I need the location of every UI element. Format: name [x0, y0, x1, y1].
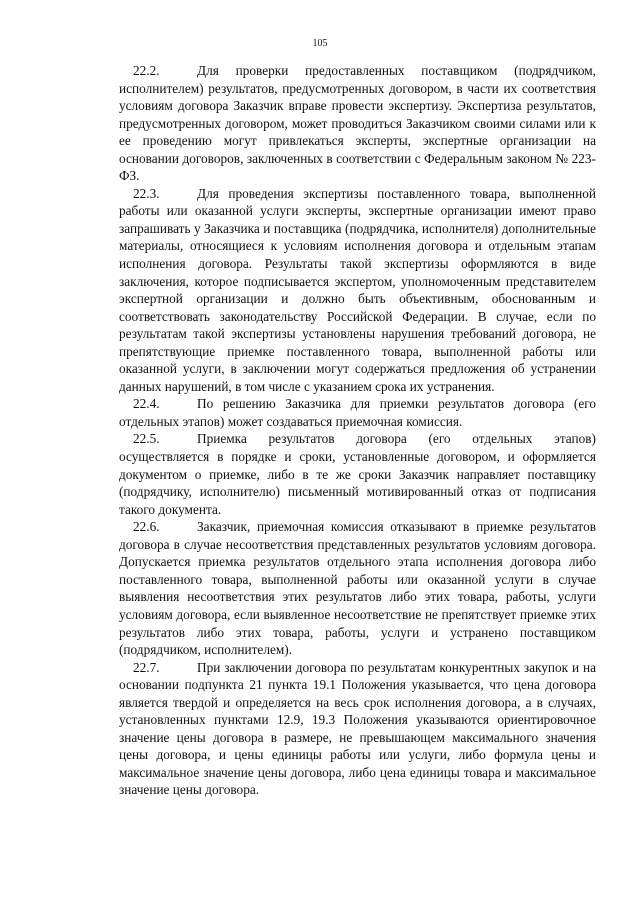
clause-22-3 — [119, 185, 596, 396]
clause-22-7 — [119, 659, 596, 799]
clause-text: Для проверки предоставленных поставщиком (подрядчиком, исполнителем) результатов, предусмотренных договором, в части их соответствия условиям договора Заказчик вправе провести экспертизу. Экспертиза результатов, предусмотренных договором, может проводиться Заказчиком своими силами или к ее проведению могут привлекаться эксперты, экспертные организации на основании договоров, заключенных в соответствии с Федеральным законом № 223-ФЗ. — [119, 63, 596, 184]
clause-22-6 — [119, 518, 596, 658]
clause-text: Приемка результатов договора (его отдельных этапов) осуществляется в порядке и сроки, установленные договором, и оформляется документом о приемке, либо в те же сроки Заказчик направляет поставщику (подрядчику, исполнителю) письменный мотивированный отказ от подписания такого документа. — [119, 431, 596, 517]
clause-number: 22.4. — [133, 396, 160, 412]
page-number: 105 — [312, 38, 328, 49]
document-body — [119, 62, 596, 799]
clause-text: Для проведения экспертизы поставленного товара, выполненной работы или оказанной услуги эксперты, экспертные организации имеют право запрашивать у Заказчика и поставщика (подрядчика, исполнителя) дополнительные материалы, относящиеся к условиям исполнения договора и отдельным этапам исполнения договора. Результаты такой экспертизы оформляются в виде заключения, которое подписывается экспертом, уполномоченным представителем экспертной организации и должно быть объективным, обоснованным и соответствовать законодательству Российской Федерации. В случае, если по результатам такой экспертизы установлены нарушения требований договора, не препятствующие приемке поставленного товара, выполненной работы или оказанной услуги, в заключении могут содержаться предложения об устранении данных нарушений, в том числе с указанием срока их устранения. — [119, 185, 596, 394]
clause-number: 22.7. — [133, 659, 160, 675]
clause-number: 22.6. — [133, 519, 160, 535]
clause-text: По решению Заказчика для приемки результатов договора (его отдельных этапов) может создаваться приемочная комиссия. — [119, 396, 596, 429]
clause-22-5 — [119, 430, 596, 518]
clause-number: 22.3. — [133, 185, 160, 201]
clause-text: Заказчик, приемочная комиссия отказывают в приемке результатов договора в случае несоответствия представленных результатов условиям договора. Допускается приемка результатов отдельного этапа исполнения договора либо поставленного товара, выполненной работы или оказанной услуги в случае выявления несоответствия этих результатов либо этих товара, работы, услуги условиям договора, если выявленное несоответствие не препятствует приемке этих результатов либо этих товара, работы, услуги и устранено поставщиком (подрядчиком, исполнителем). — [119, 519, 596, 658]
clause-number: 22.5. — [133, 431, 160, 447]
clause-22-2 — [119, 62, 596, 185]
clause-number: 22.2. — [133, 63, 160, 78]
clause-text: При заключении договора по результатам конкурентных закупок и на основании подпункта 21 пункта 19.1 Положения указывается, что цена договора является твердой и определяется на весь срок исполнения договора, а в случаях, установленных пунктами 12.9, 19.3 Положения указываются ориентировочное значение цены договора в размере, не превышающем максимального значения цены договора, и цены единицы работы или услуги, либо формула цены и максимальное значение цены договора, либо цена единицы товара и максимальное значение цены договора. — [119, 659, 596, 798]
clause-22-4 — [119, 395, 596, 430]
